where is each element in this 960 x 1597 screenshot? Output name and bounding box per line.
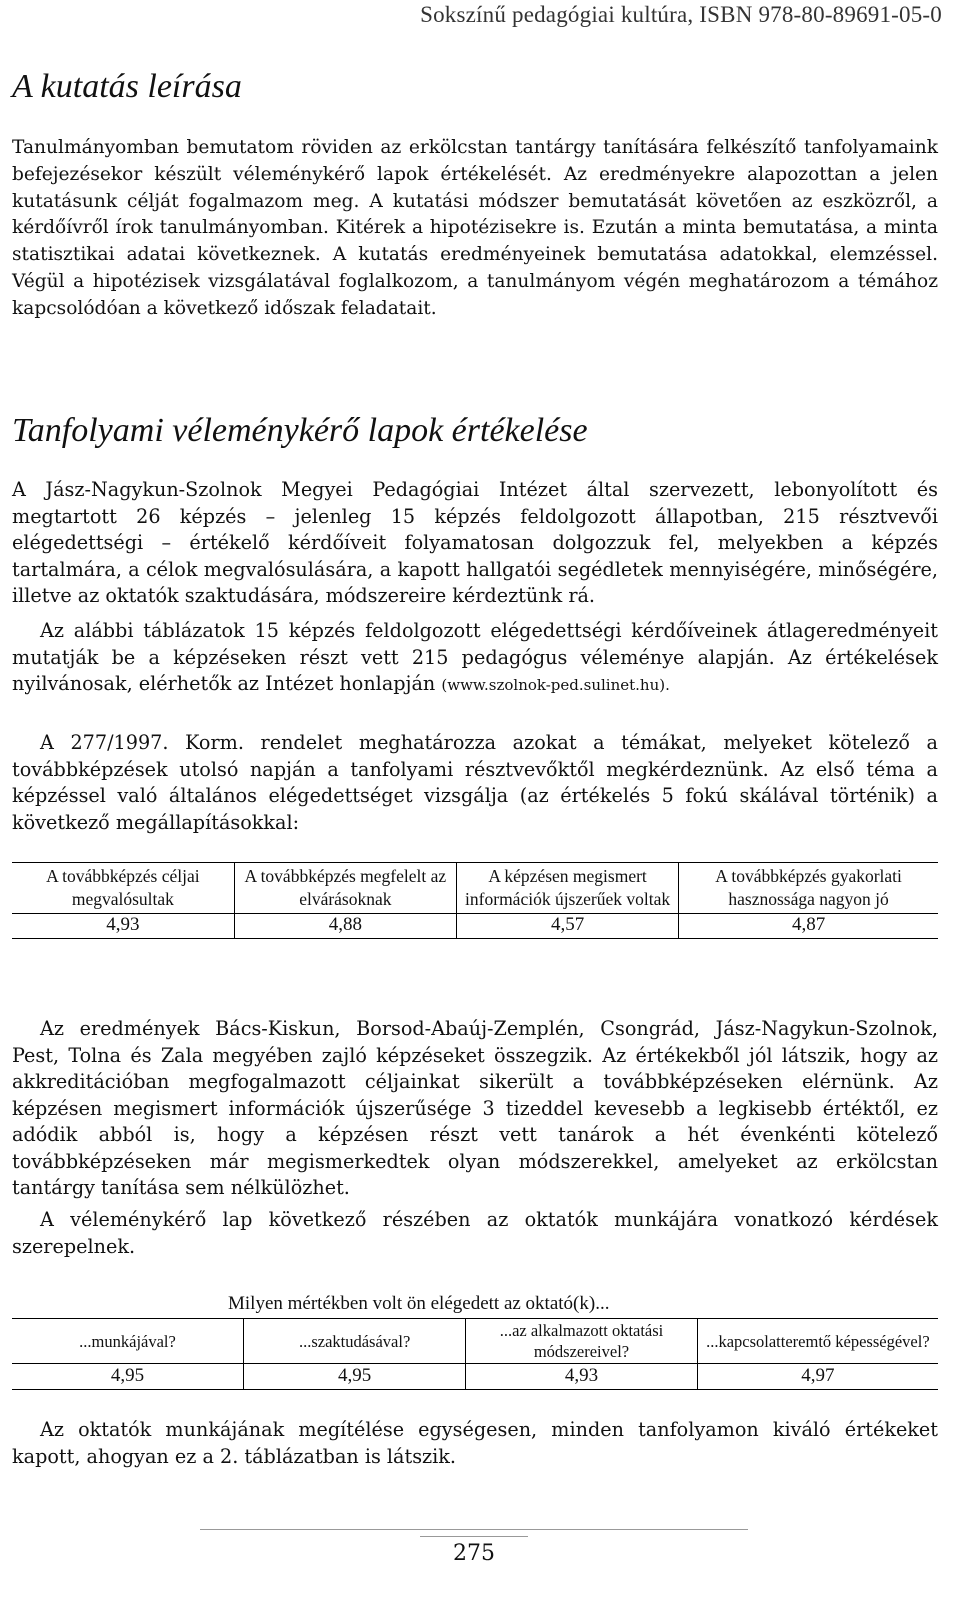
table-header-cell: ...az alkalmazott oktatási módszereivel? bbox=[466, 1319, 698, 1364]
table-header-cell: A továbbképzés gyakorlati hasznossága nagyon jó bbox=[679, 863, 938, 914]
table-value-cell: 4,95 bbox=[244, 1364, 466, 1390]
table-header-cell: ...szaktudásával? bbox=[244, 1319, 466, 1364]
footer-divider-short bbox=[420, 1536, 528, 1537]
table-value-cell: 4,95 bbox=[12, 1364, 244, 1390]
section-heading-research-description: A kutatás leírása bbox=[12, 68, 242, 105]
table-header-cell: ...kapcsolatteremtő képességével? bbox=[697, 1319, 938, 1364]
feedback-paragraph-6: Az oktatók munkájának megítélése egységesen, minden tanfolyamon kiváló értékeket kapott, ahogyan ez a 2. táblázatban is látszik. bbox=[12, 1418, 938, 1468]
running-header: Sokszínű pedagógiai kultúra, ISBN 978-80-89691-05-0 bbox=[420, 2, 942, 27]
table-value-cell: 4,93 bbox=[466, 1364, 698, 1390]
table-value-cell: 4,57 bbox=[456, 914, 678, 939]
footer-divider bbox=[200, 1529, 748, 1530]
section-heading-feedback-evaluation: Tanfolyami véleménykérő lapok értékelése bbox=[12, 412, 588, 449]
research-description-paragraph: Tanulmányomban bemutatom röviden az erkölcstan tantárgy tanítására felkészítő tanfolyamaink befejezésekor készült véleménykérő lapok értékelését. Az eredményekre alapozottan a jelen kutatásunk célját fogalmazom meg. A kutatási módszer bemutatását követően az eszközről, a kérdőívről írok tanulmányomban. Kitérek a hipotézisekre is. Ezután a minta bemutatása, a minta statisztikai adatai következnek. A kutatás eredményeinek bemutatása adatokkal, elemzéssel. Végül a hipotézisek vizsgálatával foglalkozom, a tanulmányom végén meghatározom a témához kapcsolódóan a következő időszak feladatait. bbox=[12, 137, 938, 319]
instructor-satisfaction-table bbox=[12, 1318, 938, 1390]
feedback-paragraph-3: A 277/1997. Korm. rendelet meghatározza azokat a témákat, melyeket kötelező a továbbképzések utolsó napján a tanfolyami résztvevőktől megkérdeznünk. Az első téma a képzéssel való általános elégedettséget vizsgálja (az értékelés 5 fokú skálával történik) a következő megállapításokkal: bbox=[12, 731, 938, 834]
table-header-cell: ...munkájával? bbox=[12, 1319, 244, 1364]
table-header-cell: A továbbképzés megfelelt az elvárásoknak bbox=[234, 863, 456, 914]
institute-website-link[interactable]: (www.szolnok-ped.sulinet.hu). bbox=[441, 676, 670, 694]
feedback-paragraph-2 bbox=[12, 618, 938, 699]
table-header-cell: A továbbképzés céljai megvalósultak bbox=[12, 863, 234, 914]
table-header-cell: A képzésen megismert információk újszerűek voltak bbox=[456, 863, 678, 914]
page-number: 275 bbox=[453, 1541, 495, 1566]
feedback-paragraph-2-text: Az alábbi táblázatok 15 képzés feldolgozott elégedettségi kérdőíveinek átlageredményeit mutatják be a képzéseken részt vett 215 pedagógus véleménye alapján. Az értékelések nyilvánosak, elérhetők az Intézet honlapján bbox=[12, 619, 938, 695]
feedback-paragraph-4: Az eredmények Bács-Kiskun, Borsod-Abaúj-Zemplén, Csongrád, Jász-Nagykun-Szolnok, Pest, Tolna és Zala megyében zajló képzéseket összegzik. Az értékekből jól látszik, hogy az akkreditációban megfogalmazott céljainkat sikerült a továbbképzéseken elérnünk. Az képzésen megismert információk újszerűsége 3 tizeddel kevesebb a legkisebb értéktől, ez adódik abból is, hogy a képzésen részt vett tanárok a hét évenkénti kötelező továbbképzéseken már megismerkedtek olyan módszerekkel, amelyeket az erkölcstan tantárgy tanítása sem nélkülözhet. bbox=[12, 1017, 938, 1199]
table-value-cell: 4,97 bbox=[697, 1364, 938, 1390]
table-value-cell: 4,88 bbox=[234, 914, 456, 939]
table-header-row bbox=[12, 863, 938, 914]
table-value-cell: 4,93 bbox=[12, 914, 234, 939]
table-row bbox=[12, 1364, 938, 1390]
table-value-cell: 4,87 bbox=[679, 914, 938, 939]
general-satisfaction-table bbox=[12, 862, 938, 939]
table-caption: Milyen mértékben volt ön elégedett az oktató(k)... bbox=[228, 1293, 610, 1314]
table-row bbox=[12, 914, 938, 939]
table-header-row bbox=[12, 1319, 938, 1364]
feedback-paragraph-1: A Jász-Nagykun-Szolnok Megyei Pedagógiai Intézet által szervezett, lebonyolított és megtartott 26 képzés – jelenleg 15 képzés feldolgozott állapotban, 215 résztvevői elégedettségi – értékelő kérdőíveit folyamatosan dolgozzuk fel, melyekben a képzés tartalmára, a célok megvalósulására, a kapott hallgatói segédletek mennyiségére, minőségére, illetve az oktatók szaktudására, módszereire kérdeztünk rá. bbox=[12, 478, 938, 607]
feedback-paragraph-5: A véleménykérő lap következő részében az oktatók munkájára vonatkozó kérdések szerepelnek. bbox=[12, 1208, 938, 1258]
